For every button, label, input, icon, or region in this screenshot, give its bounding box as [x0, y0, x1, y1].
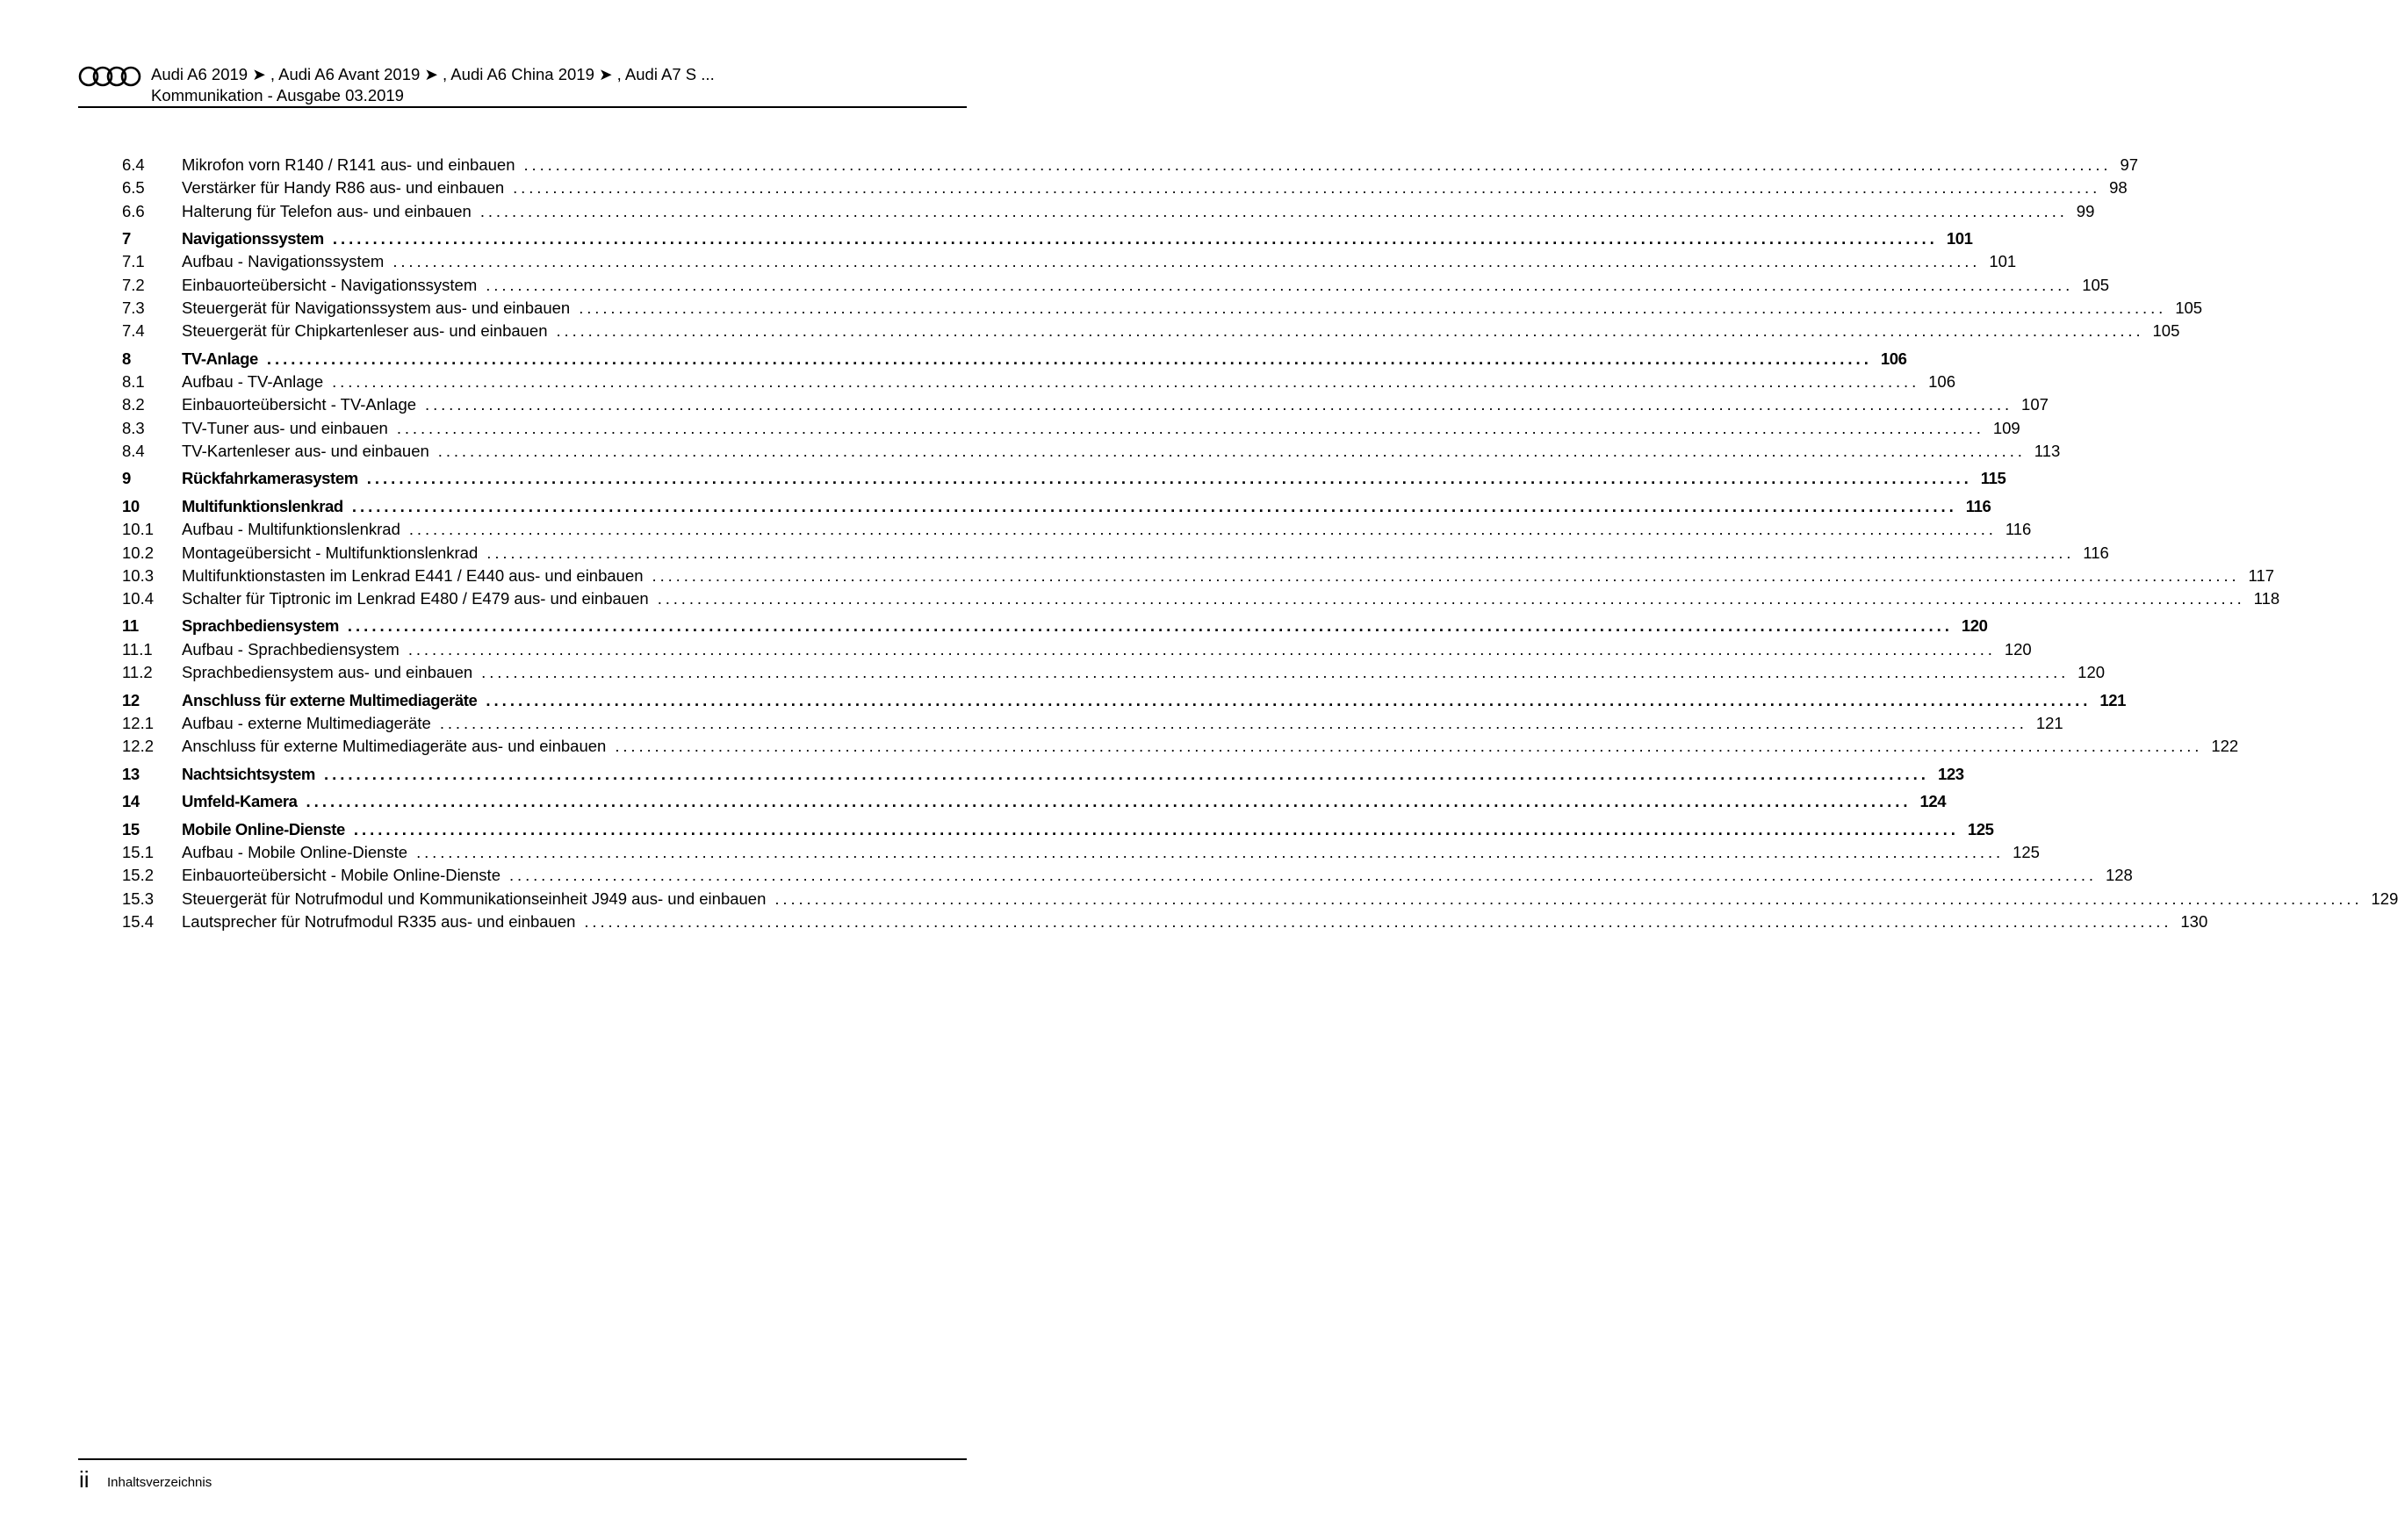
toc-section-entry[interactable] [122, 417, 2020, 440]
footer-divider [78, 1458, 967, 1460]
toc-entry-number: 10.3 [122, 565, 155, 585]
toc-entry-line [182, 200, 2095, 223]
toc-section-entry[interactable] [122, 638, 2032, 661]
toc-dot-leader: ........................................................................................................................................................................................................ [323, 764, 1929, 783]
toc-entry-number: 8.3 [122, 418, 145, 437]
toc-entry-page: 106 [1880, 349, 1907, 368]
toc-entry-page: 121 [2099, 690, 2127, 709]
toc-entry-title: Steuergerät für Navigationssystem aus- und einbauen [182, 298, 571, 317]
toc-dot-leader: ........................................................................................................................................................................................................ [425, 395, 2013, 414]
toc-entry-page: 107 [2021, 395, 2049, 414]
toc-entry-line [182, 661, 2106, 684]
toc-chapter-entry[interactable] [122, 463, 2006, 491]
toc-dot-leader: ........................................................................................................................................................................................................ [481, 663, 2070, 682]
toc-entry-number: 15.4 [122, 912, 155, 932]
toc-entry-page: 120 [2078, 663, 2106, 682]
toc-entry-number: 8.1 [122, 372, 145, 392]
toc-entry-line [182, 735, 2239, 758]
toc-section-entry[interactable] [122, 176, 2128, 199]
toc-entry-number: 8 [122, 349, 131, 368]
header-divider [78, 106, 967, 108]
toc-entry-line [182, 518, 2032, 541]
toc-entry-page: 118 [2253, 589, 2280, 608]
toc-entry-title: Sprachbediensystem aus- und einbauen [182, 663, 473, 682]
toc-entry-line [182, 393, 2049, 416]
toc-section-entry[interactable] [122, 200, 2095, 223]
toc-entry-title: Schalter für Tiptronic im Lenkrad E480 / E479 aus- und einbauen [182, 589, 649, 608]
toc-entry-line [182, 542, 2109, 565]
footer-page-number: ii [79, 1466, 90, 1493]
toc-entry-title: Rückfahrkamerasystem [182, 469, 358, 488]
toc-entry-page: 120 [2004, 639, 2032, 658]
toc-chapter-entry[interactable] [122, 759, 1964, 787]
toc-entry-title: Multifunktionstasten im Lenkrad E441 / E440 aus- und einbauen [182, 565, 644, 585]
toc-section-entry[interactable] [122, 440, 2061, 463]
toc-dot-leader: ........................................................................................................................................................................................................ [347, 616, 1953, 636]
toc-entry-page: 106 [1928, 372, 1955, 392]
toc-chapter-entry[interactable] [122, 786, 1947, 814]
toc-entry-number: 6.6 [122, 201, 145, 220]
toc-section-entry[interactable] [122, 888, 2398, 910]
toc-entry-page: 116 [1965, 496, 1991, 515]
toc-dot-leader: ........................................................................................................................................................................................................ [392, 252, 1981, 271]
toc-entry-number: 14 [122, 792, 140, 811]
toc-dot-leader: ........................................................................................................................................................................................................ [652, 565, 2240, 585]
toc-entry-page: 113 [2034, 441, 2061, 460]
toc-entry-title: Einbauorteübersicht - Navigationssystem [182, 275, 478, 294]
toc-entry-number: 9 [122, 469, 131, 488]
toc-entry-line [182, 565, 2275, 587]
toc-entry-line [182, 910, 2208, 933]
header-edition: Kommunikation - Ausgabe 03.2019 [151, 86, 404, 104]
toc-entry-number: 11.2 [122, 663, 153, 682]
toc-entry-page: 101 [1989, 252, 2017, 271]
toc-entry-page: 125 [2013, 843, 2040, 862]
toc-entry-title: Montageübersicht - Multifunktionslenkrad [182, 543, 479, 562]
toc-entry-title: Umfeld-Kamera [182, 792, 298, 811]
toc-entry-page: 116 [2005, 520, 2032, 539]
page-header [78, 61, 967, 109]
toc-chapter-entry[interactable] [122, 685, 2127, 713]
toc-entry-page: 122 [2211, 737, 2239, 756]
toc-section-entry[interactable] [122, 841, 2040, 864]
toc-chapter-entry[interactable] [122, 491, 1991, 519]
toc-entry-number: 6.4 [122, 155, 145, 174]
toc-entry-page: 109 [1992, 418, 2020, 437]
toc-entry-page: 120 [1961, 616, 1988, 636]
toc-entry-page: 101 [1946, 228, 1973, 248]
toc-entry-title: Einbauorteübersicht - Mobile Online-Dienste [182, 866, 500, 885]
toc-entry-title: Nachtsichtsystem [182, 764, 315, 783]
toc-dot-leader: ........................................................................................................................................................................................................ [486, 690, 2092, 709]
toc-entry-line [182, 154, 2139, 176]
toc-chapter-entry[interactable] [122, 814, 1994, 842]
toc-dot-leader: ........................................................................................................................................................................................................ [486, 275, 2074, 294]
toc-section-entry[interactable] [122, 542, 2109, 565]
toc-dot-leader: ........................................................................................................................................................................................................ [332, 228, 1938, 248]
toc-entry-title: Aufbau - Multifunktionslenkrad [182, 520, 400, 539]
toc-entry-title: Mikrofon vorn R140 / R141 aus- und einbauen [182, 155, 515, 174]
toc-entry-number: 10 [122, 496, 140, 515]
toc-dot-leader: ........................................................................................................................................................................................................ [523, 155, 2112, 174]
toc-section-entry[interactable] [122, 393, 2049, 416]
toc-dot-leader: ........................................................................................................................................................................................................ [774, 889, 2363, 908]
toc-entry-number: 15.2 [122, 866, 155, 885]
toc-dot-leader: ........................................................................................................................................................................................................ [407, 639, 1996, 658]
toc-dot-leader: ........................................................................................................................................................................................................ [509, 866, 2097, 885]
toc-dot-leader: ........................................................................................................................................................................................................ [416, 843, 2005, 862]
toc-entry-number: 8.2 [122, 395, 145, 414]
toc-section-entry[interactable] [122, 712, 2063, 735]
toc-entry-page: 105 [2175, 298, 2203, 317]
toc-entry-number: 12.2 [122, 737, 155, 756]
toc-entry-number: 15 [122, 819, 140, 838]
toc-section-entry[interactable] [122, 565, 2275, 587]
toc-dot-leader: ........................................................................................................................................................................................................ [615, 737, 2203, 756]
header-vehicle-title: Audi A6 2019 ➤ , Audi A6 Avant 2019 ➤ , Audi A6 China 2019 ➤ , Audi A7 S ... [151, 65, 715, 83]
toc-entry-title: Aufbau - externe Multimediageräte [182, 714, 431, 733]
toc-entry-title: Einbauorteübersicht - TV-Anlage [182, 395, 417, 414]
toc-section-entry[interactable] [122, 910, 2208, 933]
toc-entry-title: Lautsprecher für Notrufmodul R335 aus- und einbauen [182, 912, 576, 932]
toc-entry-page: 129 [2371, 889, 2398, 908]
toc-section-entry[interactable] [122, 250, 2017, 273]
toc-entry-line [182, 371, 1955, 393]
toc-entry-title: TV-Anlage [182, 349, 258, 368]
toc-entry-number: 7.4 [122, 321, 145, 341]
toc-entry-number: 6.5 [122, 178, 145, 198]
toc-chapter-entry[interactable] [122, 223, 1973, 251]
toc-section-entry[interactable] [122, 661, 2106, 684]
toc-section-entry[interactable] [122, 154, 2139, 176]
toc-entry-number: 8.4 [122, 441, 145, 460]
toc-entry-number: 10.4 [122, 589, 155, 608]
toc-entry-title: Sprachbediensystem [182, 616, 339, 636]
toc-entry-number: 7 [122, 228, 131, 248]
toc-entry-line [182, 417, 2020, 440]
toc-section-entry[interactable] [122, 518, 2032, 541]
toc-entry-number: 12 [122, 690, 140, 709]
toc-section-entry[interactable] [122, 297, 2203, 320]
toc-entry-page: 124 [1919, 792, 1947, 811]
toc-entry-title: Anschluss für externe Multimediageräte aus- und einbauen [182, 737, 607, 756]
toc-entry-number: 10.2 [122, 543, 155, 562]
toc-entry-title: TV-Kartenleser aus- und einbauen [182, 441, 429, 460]
toc-entry-page: 125 [1967, 819, 1994, 838]
toc-dot-leader: ........................................................................................................................................................................................................ [437, 441, 2026, 460]
toc-entry-line [182, 176, 2128, 199]
toc-dot-leader: ........................................................................................................................................................................................................ [408, 520, 1997, 539]
toc-dot-leader: ........................................................................................................................................................................................................ [332, 372, 1920, 392]
toc-dot-leader: ........................................................................................................................................................................................................ [266, 349, 1872, 368]
toc-entry-line [182, 864, 2133, 887]
toc-dot-leader: ........................................................................................................................................................................................................ [513, 178, 2101, 198]
toc-dot-leader: ........................................................................................................................................................................................................ [306, 792, 1912, 811]
toc-entry-page: 99 [2076, 201, 2095, 220]
toc-chapter-entry[interactable] [122, 610, 1988, 638]
toc-dot-leader: ........................................................................................................................................................................................................ [584, 912, 2172, 932]
toc-entry-number: 15.1 [122, 843, 155, 862]
toc-entry-number: 15.3 [122, 889, 155, 908]
toc-entry-line [182, 274, 2110, 297]
toc-entry-line [182, 320, 2180, 342]
toc-entry-line [182, 638, 2032, 661]
toc-entry-number: 7.1 [122, 252, 145, 271]
footer-section-title: Inhaltsverzeichnis [107, 1475, 212, 1490]
toc-entry-title: Aufbau - TV-Anlage [182, 372, 324, 392]
toc-section-entry[interactable] [122, 320, 2180, 342]
toc-section-entry[interactable] [122, 864, 2133, 887]
toc-entry-title: Verstärker für Handy R86 aus- und einbauen [182, 178, 505, 198]
toc-entry-line [182, 712, 2063, 735]
toc-entry-page: 98 [2109, 178, 2128, 198]
toc-entry-page: 128 [2105, 866, 2133, 885]
toc-entry-line [182, 440, 2061, 463]
toc-entry-title: TV-Tuner aus- und einbauen [182, 418, 388, 437]
toc-entry-line [182, 587, 2280, 610]
toc-entry-page: 105 [2152, 321, 2180, 341]
audi-rings-icon [78, 65, 141, 88]
toc-section-entry[interactable] [122, 371, 1955, 393]
toc-entry-title: Aufbau - Mobile Online-Dienste [182, 843, 408, 862]
toc-dot-leader: ........................................................................................................................................................................................................ [479, 201, 2068, 220]
toc-dot-leader: ........................................................................................................................................................................................................ [351, 496, 1957, 515]
toc-entry-title: Steuergerät für Chipkartenleser aus- und einbauen [182, 321, 548, 341]
toc-dot-leader: ........................................................................................................................................................................................................ [353, 819, 1959, 838]
toc-entry-number: 13 [122, 764, 140, 783]
toc-entry-page: 117 [2248, 565, 2275, 585]
toc-entry-number: 7.3 [122, 298, 145, 317]
toc-entry-title: Mobile Online-Dienste [182, 819, 345, 838]
toc-dot-leader: ........................................................................................................................................................................................................ [366, 469, 1972, 488]
toc-dot-leader: ........................................................................................................................................................................................................ [439, 714, 2027, 733]
toc-entry-page: 97 [2120, 155, 2139, 174]
toc-entry-number: 10.1 [122, 520, 155, 539]
toc-entry-title: Steuergerät für Notrufmodul und Kommunikationseinheit J949 aus- und einbauen [182, 889, 767, 908]
toc-entry-line [182, 841, 2040, 864]
toc-entry-page: 121 [2035, 714, 2063, 733]
toc-entry-title: Aufbau - Navigationssystem [182, 252, 385, 271]
toc-entry-title: Halterung für Telefon aus- und einbauen [182, 201, 472, 220]
toc-dot-leader: ........................................................................................................................................................................................................ [657, 589, 2245, 608]
toc-entry-line [182, 297, 2203, 320]
table-of-contents [122, 154, 2398, 933]
toc-entry-number: 11 [122, 616, 139, 636]
toc-dot-leader: ........................................................................................................................................................................................................ [396, 418, 1984, 437]
toc-dot-leader: ........................................................................................................................................................................................................ [486, 543, 2075, 562]
toc-entry-page: 130 [2180, 912, 2208, 932]
toc-entry-line [182, 250, 2017, 273]
toc-dot-leader: ........................................................................................................................................................................................................ [556, 321, 2144, 341]
toc-entry-page: 123 [1937, 764, 1964, 783]
toc-entry-title: Navigationssystem [182, 228, 324, 248]
toc-entry-title: Aufbau - Sprachbediensystem [182, 639, 400, 658]
toc-entry-line [182, 888, 2398, 910]
toc-chapter-entry[interactable] [122, 343, 1907, 371]
toc-entry-number: 12.1 [122, 714, 155, 733]
toc-section-entry[interactable] [122, 735, 2239, 758]
toc-entry-title: Multifunktionslenkrad [182, 496, 343, 515]
toc-entry-number: 7.2 [122, 275, 145, 294]
toc-entry-page: 116 [2083, 543, 2109, 562]
toc-section-entry[interactable] [122, 274, 2110, 297]
toc-section-entry[interactable] [122, 587, 2280, 610]
toc-entry-page: 105 [2082, 275, 2110, 294]
toc-entry-number: 11.1 [122, 639, 153, 658]
toc-entry-page: 115 [1980, 469, 2006, 488]
toc-entry-title: Anschluss für externe Multimediageräte [182, 690, 478, 709]
toc-dot-leader: ........................................................................................................................................................................................................ [579, 298, 2167, 317]
